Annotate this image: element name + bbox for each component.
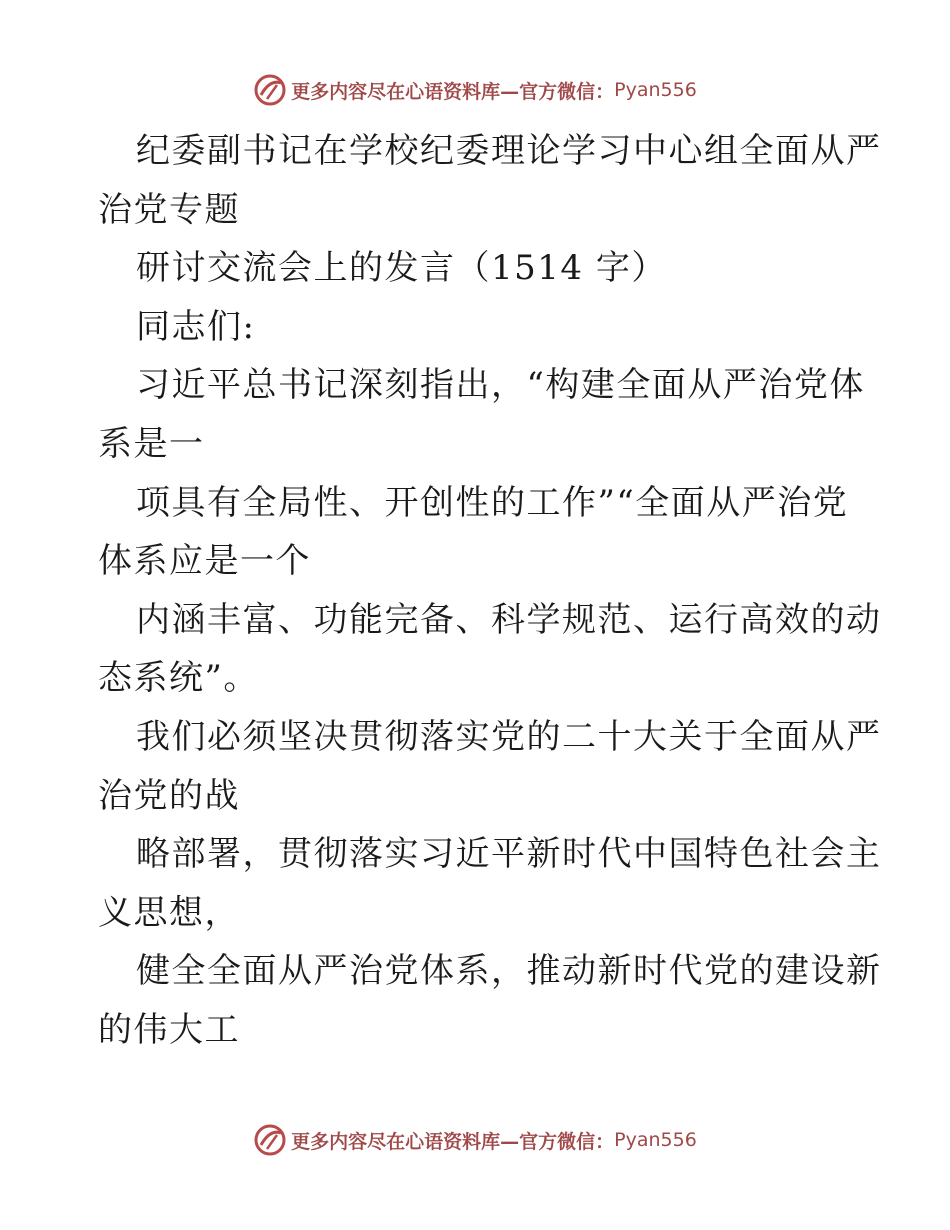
text-line: 体系应是一个 xyxy=(98,541,311,582)
banner-text: 更多内容尽在心语资料库—官方微信： xyxy=(291,1130,615,1153)
brand-logo-icon xyxy=(253,73,287,107)
text-line: 习近平总书记深刻指出，“构建全面从严治党体 xyxy=(136,365,865,406)
text-line: 我们必须坚决贯彻落实党的二十大关于全面从严 xyxy=(136,716,882,757)
banner-wechat-id: Pyan556 xyxy=(614,79,697,101)
text-line: 的伟大工 xyxy=(98,1009,240,1050)
footer-banner xyxy=(0,1120,950,1160)
text-line: 项具有全局性、开创性的工作”“全面从严治党 xyxy=(136,482,849,523)
text-line: 义思想， xyxy=(98,892,240,933)
banner-text: 更多内容尽在心语资料库—官方微信： xyxy=(291,80,615,103)
text-line: 治党的战 xyxy=(98,775,240,816)
text-line: 治党专题 xyxy=(98,189,240,230)
brand-logo-icon xyxy=(253,1123,287,1157)
text-line: 略部署，贯彻落实习近平新时代中国特色社会主 xyxy=(136,834,882,875)
text-line: 研讨交流会上的发言（1514 字） xyxy=(136,248,667,289)
text-line: 健全全面从严治党体系，推动新时代党的建设新 xyxy=(136,951,882,992)
text-line: 内涵丰富、功能完备、科学规范、运行高效的动 xyxy=(136,599,882,640)
text-line: 纪委副书记在学校纪委理论学习中心组全面从严 xyxy=(136,131,882,171)
document-body xyxy=(98,122,882,1060)
text-line: 态系统”。 xyxy=(98,658,259,699)
banner-wechat-id: Pyan556 xyxy=(614,1129,697,1151)
header-banner xyxy=(0,70,950,110)
text-line: 同志们: xyxy=(136,306,256,347)
text-line: 系是一 xyxy=(98,423,205,464)
